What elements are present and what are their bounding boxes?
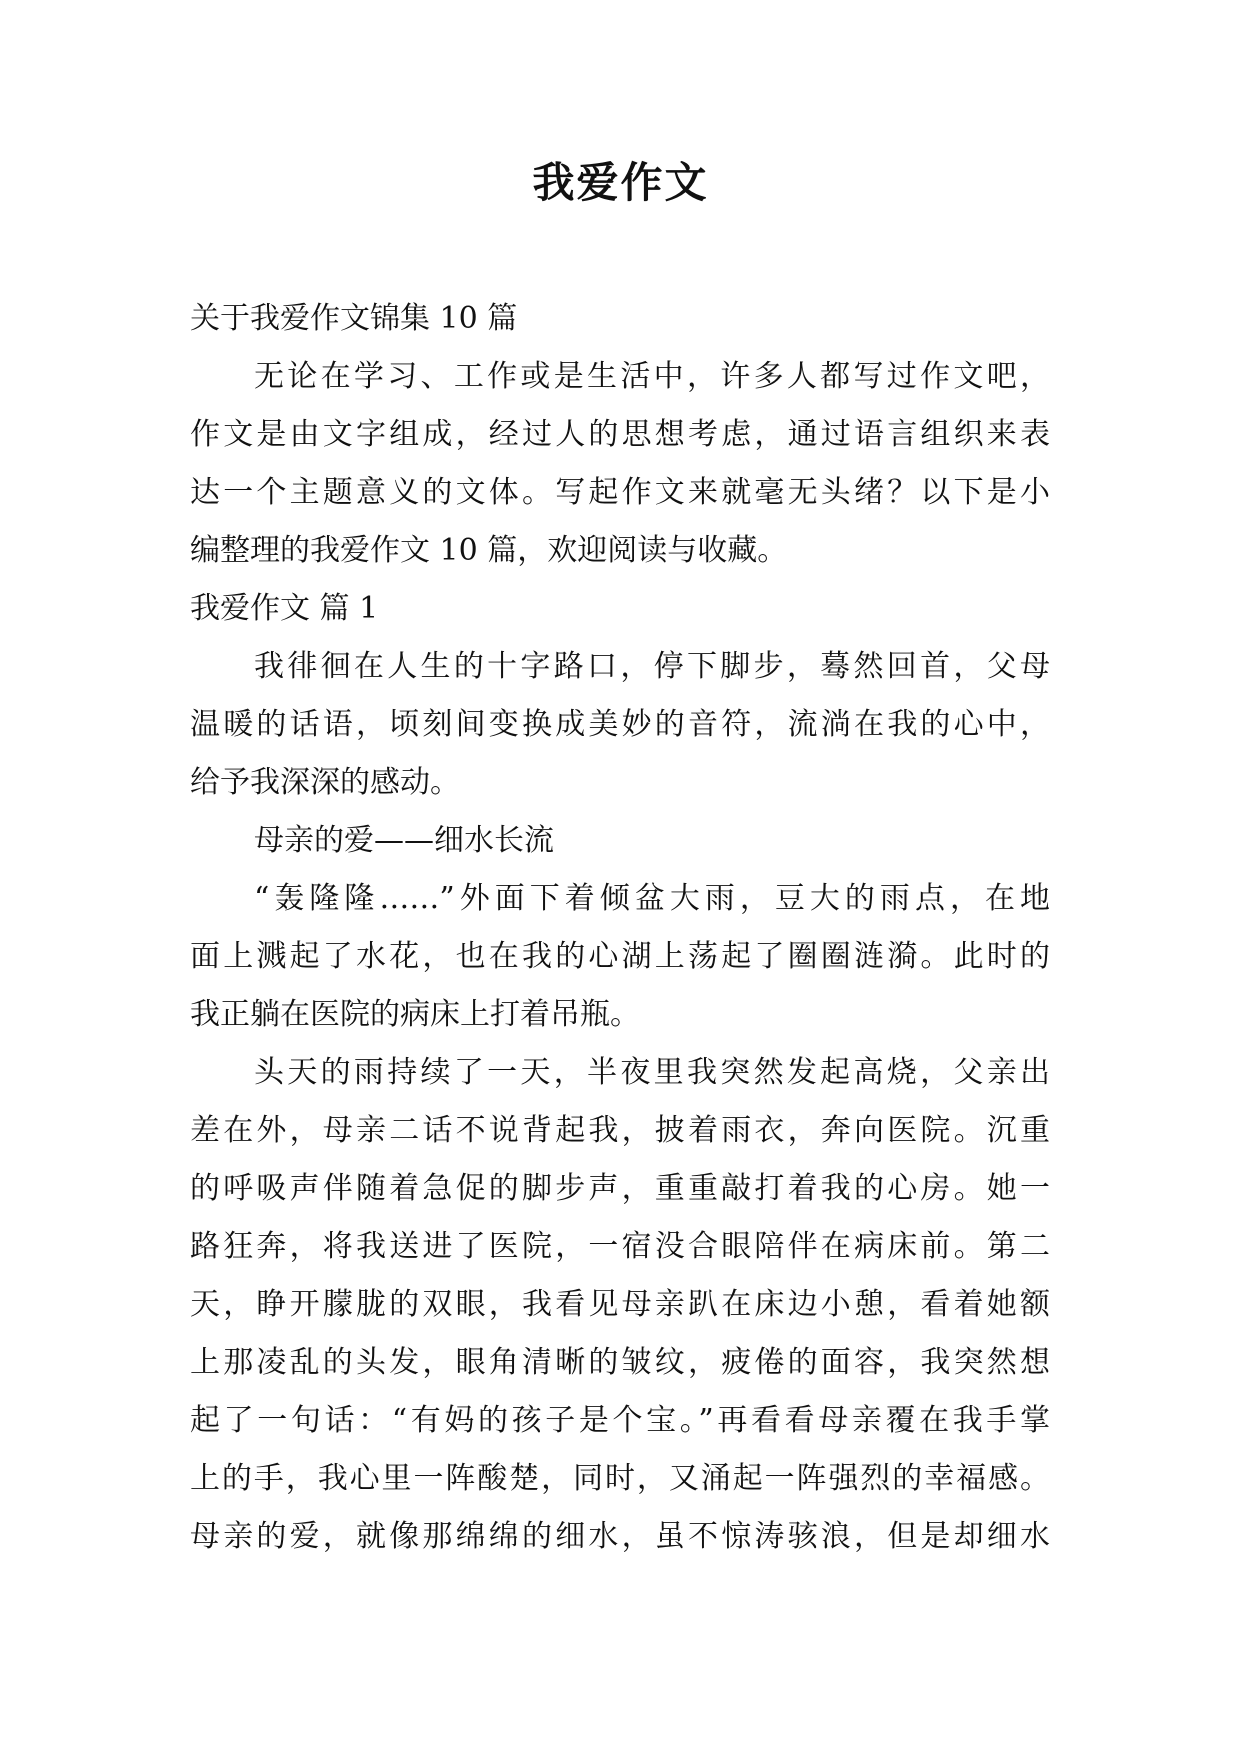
paragraph-line: 编整理的我爱作文 10 篇，欢迎阅读与收藏。 <box>190 533 788 568</box>
paragraph-line: 作文是由文字组成，经过人的思想考虑，通过语言组织来表 <box>190 417 1050 452</box>
paragraph-line: 天，睁开朦胧的双眼，我看见母亲趴在床边小憩，看着她额 <box>190 1287 1050 1322</box>
paragraph-line: 起了一句话：“有妈的孩子是个宝。”再看看母亲覆在我手掌 <box>190 1403 1050 1438</box>
document-title: 我爱作文 <box>532 158 709 207</box>
paragraph-line: 温暖的话语，顷刻间变换成美妙的音符，流淌在我的心中， <box>190 707 1050 742</box>
paragraph-line: 面上溅起了水花，也在我的心湖上荡起了圈圈涟漪。此时的 <box>190 939 1050 974</box>
paragraph-line: 达一个主题意义的文体。写起作文来就毫无头绪？以下是小 <box>190 475 1050 510</box>
subsection-heading: 母亲的爱——细水长流 <box>254 823 554 858</box>
paragraph-line: 的呼吸声伴随着急促的脚步声，重重敲打着我的心房。她一 <box>190 1171 1050 1206</box>
paragraph-line: 头天的雨持续了一天，半夜里我突然发起高烧，父亲出 <box>254 1055 1050 1090</box>
paragraph-line: 我正躺在医院的病床上打着吊瓶。 <box>190 997 640 1032</box>
paragraph-line: 我徘徊在人生的十字路口，停下脚步，蓦然回首，父母 <box>254 649 1050 684</box>
paragraph-line: 上的手，我心里一阵酸楚，同时，又涌起一阵强烈的幸福感。 <box>190 1461 1050 1496</box>
paragraph-line: 母亲的爱，就像那绵绵的细水，虽不惊涛骇浪，但是却细水 <box>190 1519 1050 1554</box>
paragraph-line: 上那凌乱的头发，眼角清晰的皱纹，疲倦的面容，我突然想 <box>190 1345 1050 1380</box>
paragraph-line: 无论在学习、工作或是生活中，许多人都写过作文吧， <box>254 359 1050 394</box>
paragraph-line: 给予我深深的感动。 <box>190 765 460 800</box>
paragraph-line: 差在外，母亲二话不说背起我，披着雨衣，奔向医院。沉重 <box>190 1113 1050 1148</box>
section-heading: 我爱作文 篇 1 <box>190 591 379 626</box>
paragraph-line: 路狂奔，将我送进了医院，一宿没合眼陪伴在病床前。第二 <box>190 1229 1050 1264</box>
document-body <box>190 290 1050 1566</box>
paragraph-line: “轰隆隆……”外面下着倾盆大雨，豆大的雨点，在地 <box>254 881 1050 916</box>
subtitle-line: 关于我爱作文锦集 10 篇 <box>190 301 518 336</box>
